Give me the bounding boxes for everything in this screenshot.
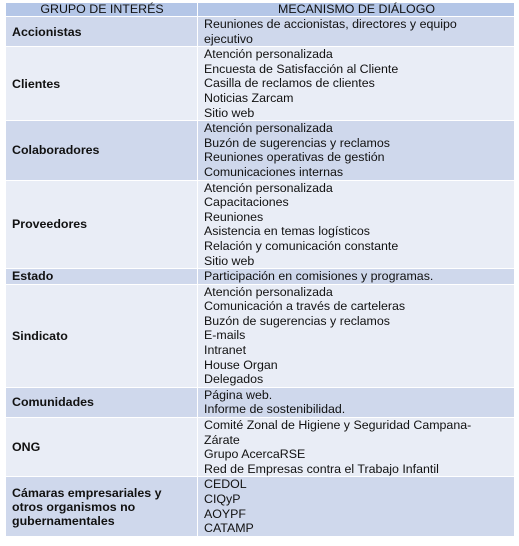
group-cell: Estado xyxy=(6,269,198,285)
mechanism-item: Red de Empresas contra el Trabajo Infantil xyxy=(204,461,439,476)
mechanism-cell xyxy=(198,17,515,47)
header-group: GRUPO DE INTERÉS xyxy=(6,3,198,17)
mechanism-item: Intranet xyxy=(204,343,247,358)
table-row xyxy=(6,121,515,180)
mechanism-item: E-mails xyxy=(204,328,246,343)
mechanism-item: Relación y comunicación constante xyxy=(204,238,399,253)
table-header-row xyxy=(6,3,515,17)
table-row xyxy=(6,284,515,387)
mechanism-item: CEDOL xyxy=(204,477,247,492)
mechanism-item: Noticias Zarcam xyxy=(204,90,294,105)
mechanism-item: Atención personalizada xyxy=(204,47,333,62)
table-row xyxy=(6,17,515,47)
mechanism-item: Asistencia en temas logísticos xyxy=(204,224,370,239)
mechanism-item: Grupo AcercaRSE xyxy=(204,447,306,462)
mechanism-cell xyxy=(198,284,515,387)
table-row xyxy=(6,47,515,121)
mechanism-item: Página web. xyxy=(204,387,273,402)
mechanism-item: AOYPF xyxy=(204,506,246,521)
group-cell: Colaboradores xyxy=(6,121,198,180)
group-label-line: Cámaras empresariales y xyxy=(12,485,162,500)
mechanism-item: ejecutivo xyxy=(204,31,253,46)
table-row xyxy=(6,418,515,477)
table-row xyxy=(6,477,515,536)
mechanism-item: Atención personalizada xyxy=(204,121,333,136)
stakeholder-table-container xyxy=(5,2,514,537)
mechanism-item: CIQyP xyxy=(204,492,241,506)
mechanism-cell xyxy=(198,477,515,536)
mechanism-item: Zárate xyxy=(204,432,240,447)
mechanism-item: CATAMP xyxy=(204,521,254,536)
mechanism-item: Buzón de sugerencias y reclamos xyxy=(204,313,390,328)
table-row xyxy=(6,180,515,269)
mechanism-item: Sitio web xyxy=(204,253,255,268)
table-row xyxy=(6,269,515,285)
mechanism-item: Reuniones xyxy=(204,209,264,224)
mechanism-item: Atención personalizada xyxy=(204,284,333,299)
mechanism-item: Delegados xyxy=(204,372,264,387)
mechanism-cell xyxy=(198,180,515,269)
mechanism-cell xyxy=(198,121,515,180)
group-cell: Proveedores xyxy=(6,180,198,269)
mechanism-item: Comunicaciones internas xyxy=(204,164,344,179)
mechanism-item: Casilla de reclamos de clientes xyxy=(204,76,375,91)
stakeholder-dialogue-table xyxy=(5,2,515,537)
group-cell: Comunidades xyxy=(6,387,198,417)
group-cell: Clientes xyxy=(6,47,198,121)
group-label-line: gubernamentales xyxy=(12,513,115,528)
mechanism-item: Buzón de sugerencias y reclamos xyxy=(204,135,390,150)
mechanism-cell xyxy=(198,47,515,121)
mechanism-item: Capacitaciones xyxy=(204,195,289,210)
mechanism-item: Comunicación a través de carteleras xyxy=(204,299,406,314)
header-mechanism: MECANISMO DE DIÁLOGO xyxy=(198,3,515,17)
group-cell: Sindicato xyxy=(6,284,198,387)
mechanism-item: Sitio web xyxy=(204,105,255,120)
mechanism-item: Participación en comisiones y programas. xyxy=(204,269,434,284)
mechanism-cell xyxy=(198,269,515,285)
group-cell: ONG xyxy=(6,418,198,477)
mechanism-item: Reuniones de accionistas, directores y equipo xyxy=(204,17,457,31)
table-row xyxy=(6,387,515,417)
mechanism-item: Encuesta de Satisfacción al Cliente xyxy=(204,61,399,76)
mechanism-item: Comité Zonal de Higiene y Seguridad Campana- xyxy=(204,418,472,433)
mechanism-cell xyxy=(198,418,515,477)
group-cell xyxy=(6,477,198,536)
mechanism-item: Informe de sostenibilidad. xyxy=(204,402,346,417)
mechanism-item: Atención personalizada xyxy=(204,180,333,195)
group-cell: Accionistas xyxy=(6,17,198,47)
mechanism-item: House Organ xyxy=(204,357,278,372)
mechanism-cell xyxy=(198,387,515,417)
mechanism-item: Reuniones operativas de gestión xyxy=(204,150,385,165)
group-label-line: otros organismos no xyxy=(12,499,136,514)
